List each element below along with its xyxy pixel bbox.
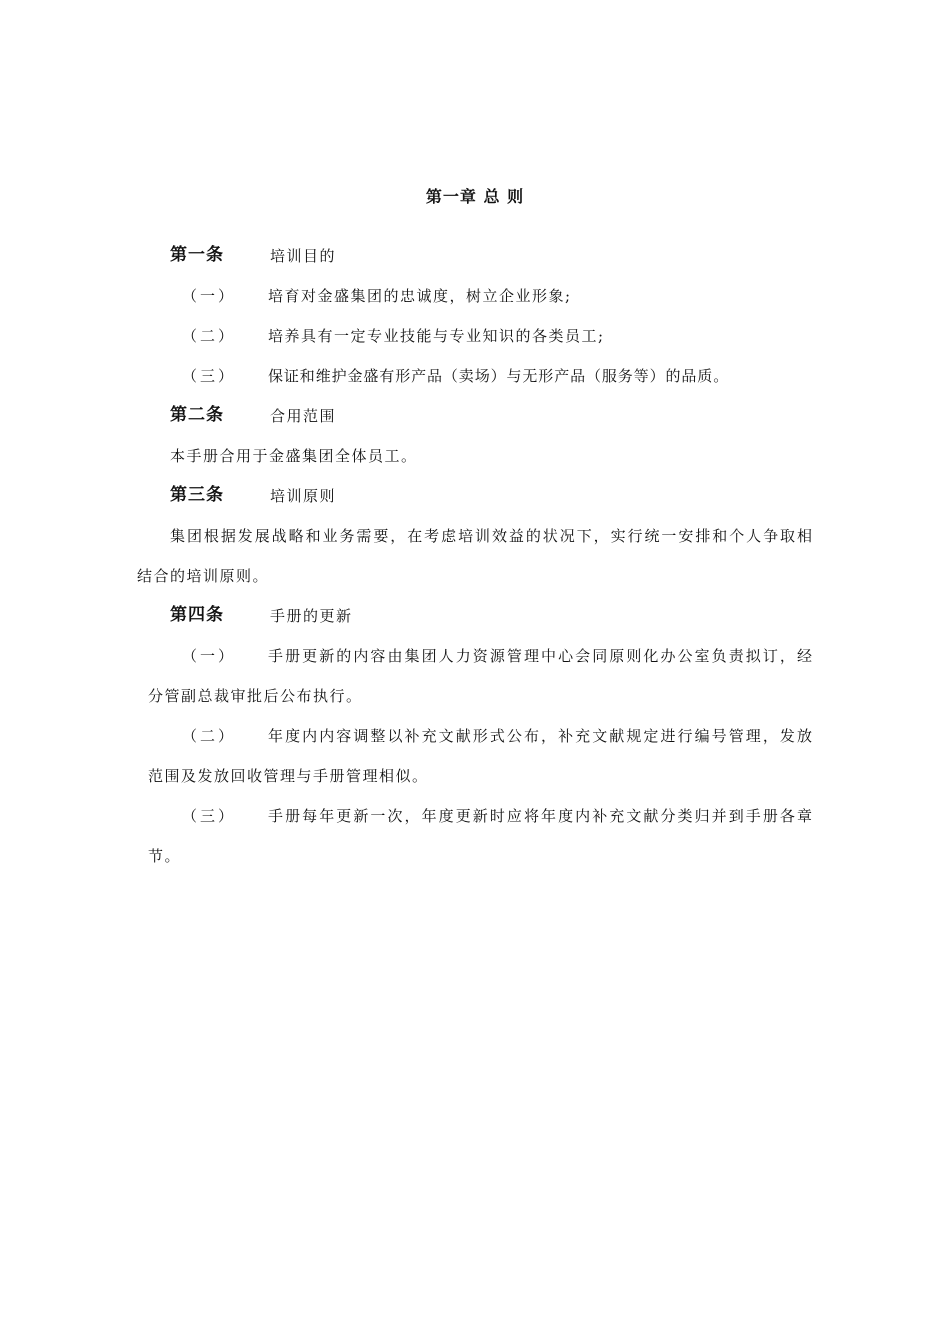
article-1-item-1-number: （一） (182, 287, 237, 305)
article-1-item-2-text: 培养具有一定专业技能与专业知识的各类员工; (268, 327, 605, 345)
article-2-body: 本手册合用于金盛集团全体员工。 (170, 447, 418, 465)
article-1-item-3-text: 保证和维护金盛有形产品（卖场）与无形产品（服务等）的品质。 (268, 367, 730, 385)
article-3-topic: 培训原则 (270, 487, 337, 505)
chapter-title: 第一章 总 则 (425, 187, 525, 206)
article-4-item-1-continuation: 分管副总裁审批后公布执行。 (148, 687, 363, 705)
article-4-item-2-continuation: 范围及发放回收管理与手册管理相似。 (148, 767, 429, 785)
article-1-topic: 培训目的 (270, 247, 337, 265)
article-1-label: 第一条 (170, 245, 224, 265)
article-3-body-line-2: 结合的培训原则。 (137, 567, 270, 585)
article-3-body-line-1: 集团根据发展战略和业务需要，在考虑培训效益的状况下，实行统一安排和个人争取相 (170, 527, 812, 545)
article-2-label: 第二条 (170, 405, 224, 425)
article-4-item-2-number: （二） (182, 727, 237, 745)
article-4-label: 第四条 (170, 605, 224, 625)
article-4-item-3-continuation: 节。 (148, 847, 182, 865)
article-4-item-1-text: 手册更新的内容由集团人力资源管理中心会同原则化办公室负责拟订，经 (268, 647, 812, 665)
article-4-item-3-text: 手册每年更新一次，年度更新时应将年度内补充文献分类归并到手册各章 (268, 807, 812, 825)
article-4-item-3-number: （三） (182, 807, 237, 825)
article-2-topic: 合用范围 (270, 407, 337, 425)
article-1-item-2-number: （二） (182, 327, 237, 345)
article-1-item-1-text: 培育对金盛集团的忠诚度，树立企业形象; (268, 287, 572, 305)
article-1-item-3-number: （三） (182, 367, 237, 385)
article-4-item-2-text: 年度内内容调整以补充文献形式公布，补充文献规定进行编号管理，发放 (268, 727, 812, 745)
article-4-item-1-number: （一） (182, 647, 237, 665)
article-3-label: 第三条 (170, 485, 224, 505)
article-4-topic: 手册的更新 (270, 607, 353, 625)
